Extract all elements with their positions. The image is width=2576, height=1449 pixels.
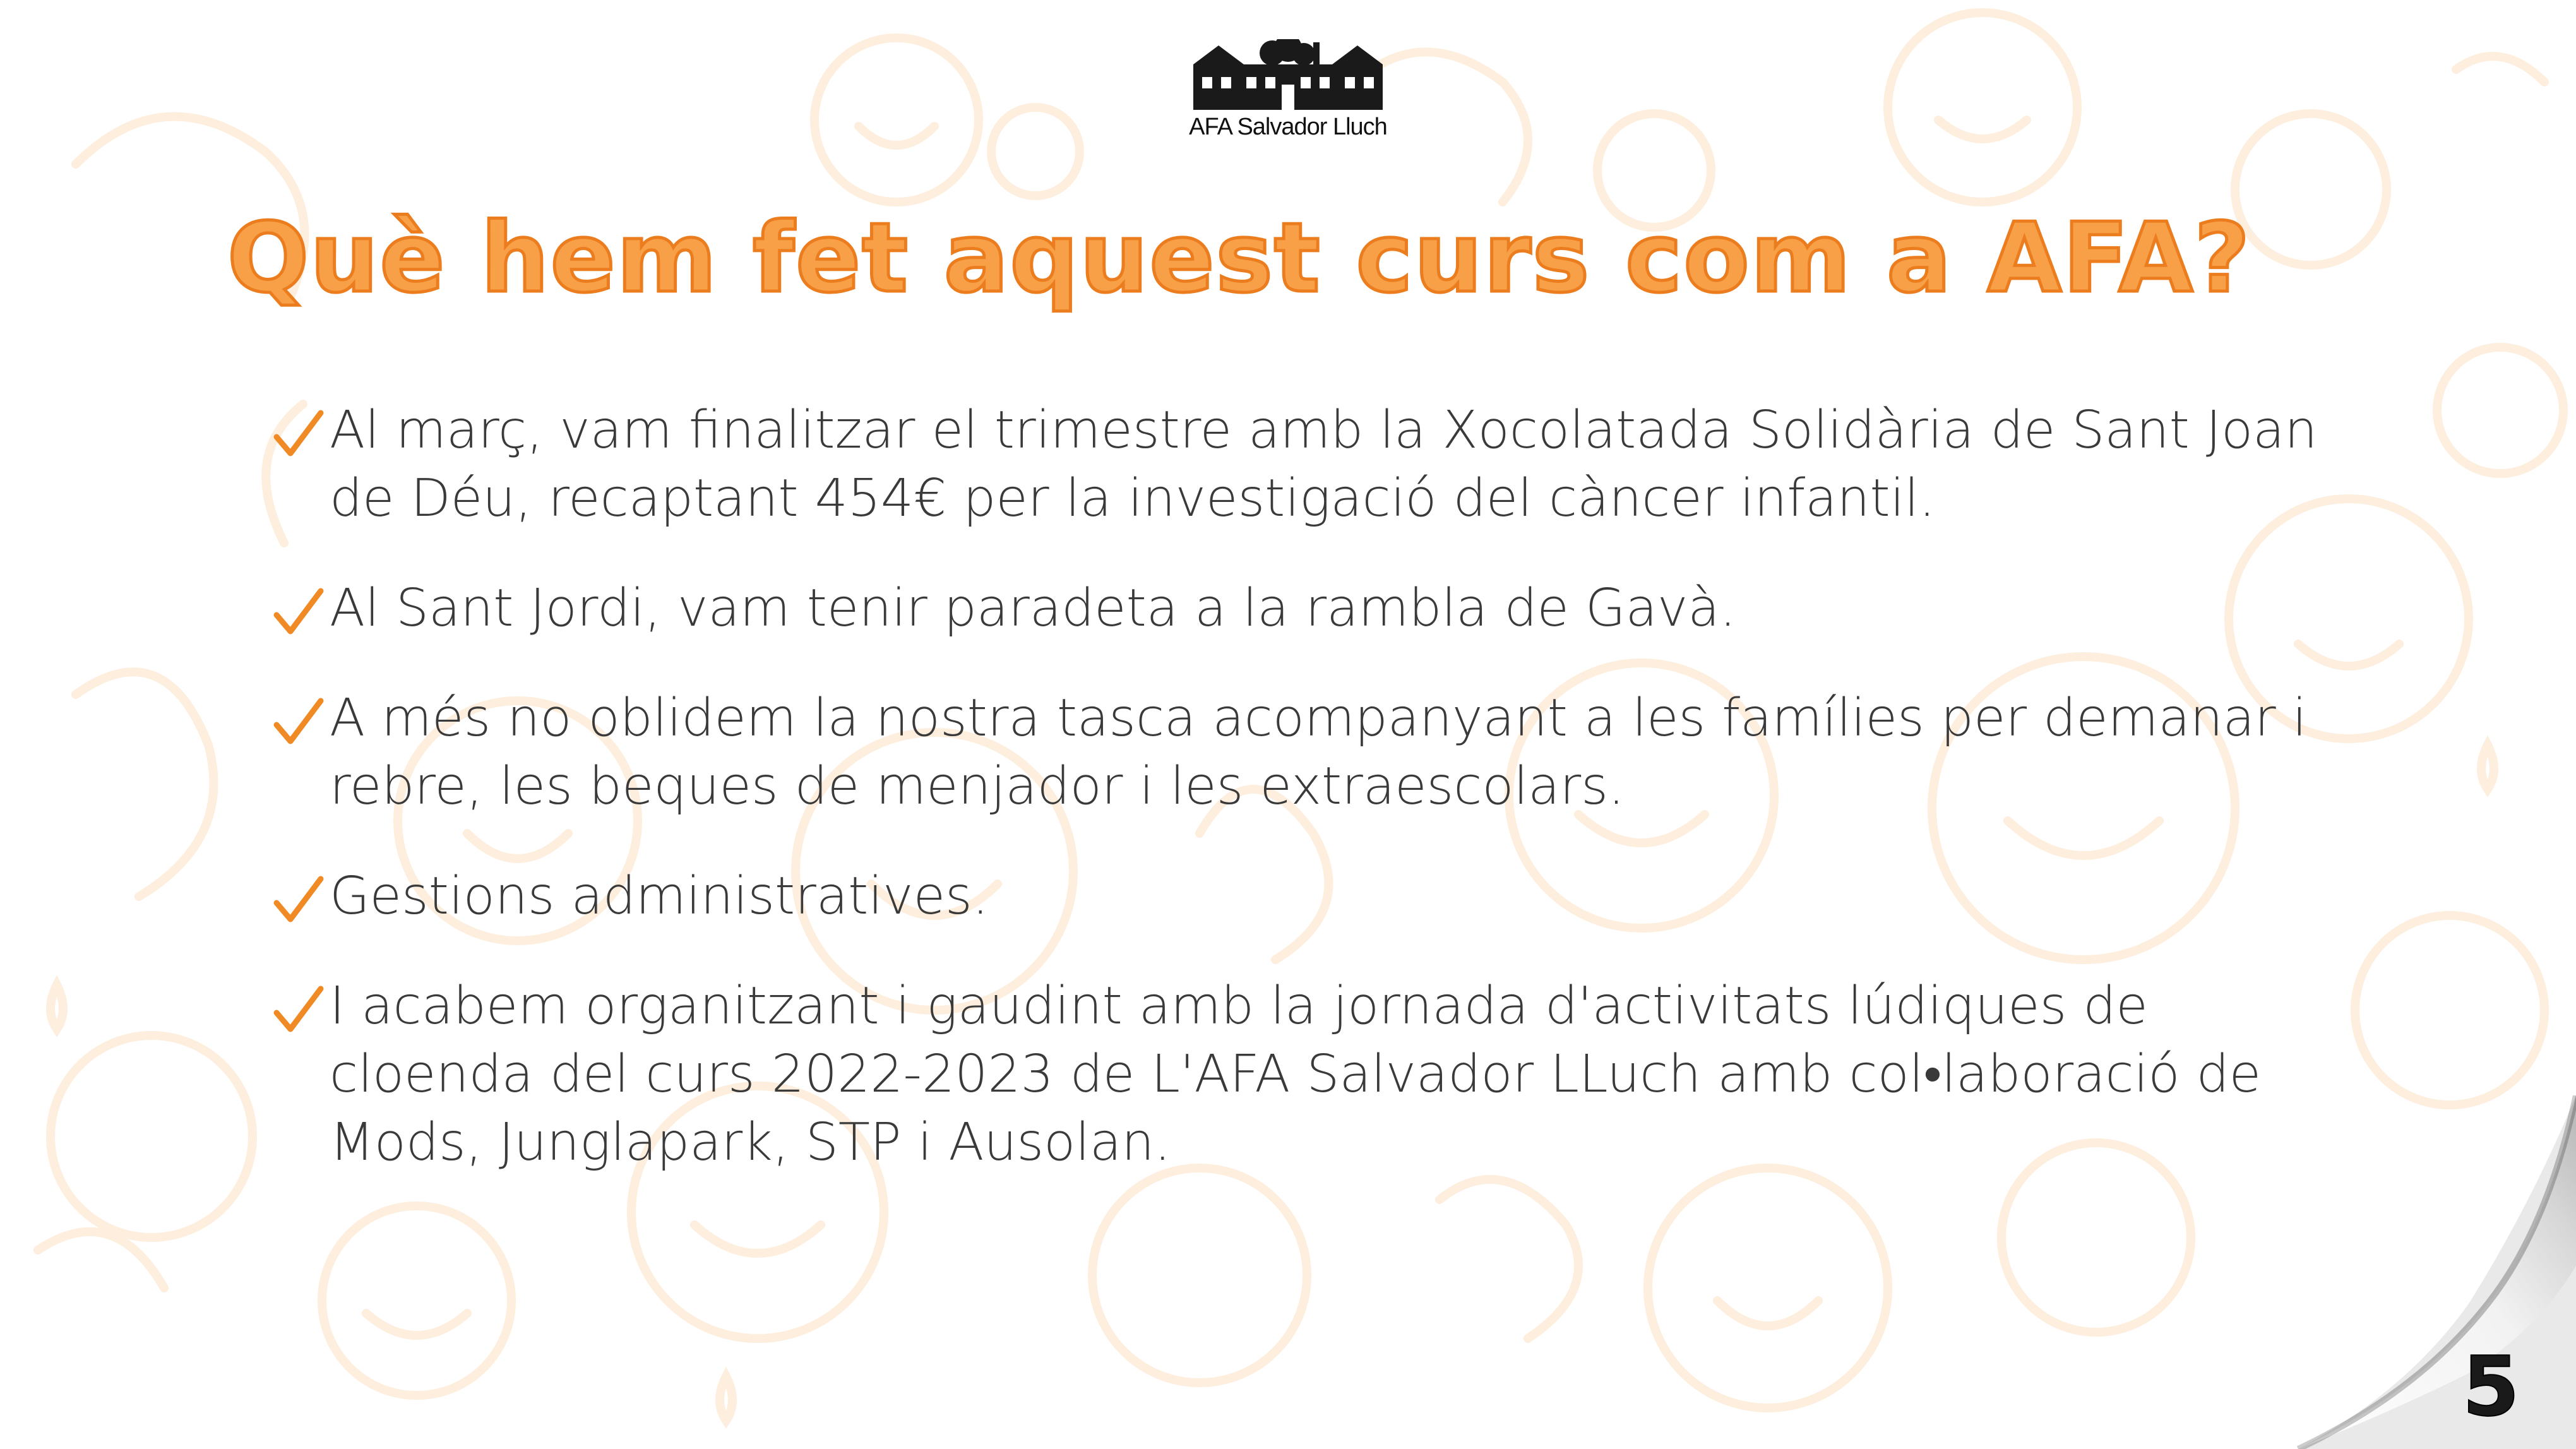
- bullet-list: [271, 397, 2418, 1219]
- bullet-item: [271, 575, 2418, 643]
- page-number: 5: [2462, 1339, 2520, 1434]
- bullet-text: [330, 972, 2418, 1177]
- bullet-line: A més no oblidem la nostra tasca acompanyant a les famílies per demanar i: [330, 688, 2307, 748]
- bullet-item: [271, 862, 2418, 931]
- bullet-line: Al març, vam finalitzar el trimestre amb la Xocolatada Solidària de Sant Joan: [330, 400, 2318, 460]
- bullet-text: [330, 575, 2418, 643]
- bullet-item: [271, 684, 2418, 821]
- bullet-item: [271, 397, 2418, 533]
- bullet-line: de Déu, recaptant 454€ per la investigació del càncer infantil.: [330, 468, 1936, 528]
- checkmark-icon: [271, 874, 325, 927]
- school-building-icon: [1193, 39, 1383, 112]
- slide-title: Què hem fet aquest curs com a AFA?: [227, 202, 2251, 314]
- bullet-line: Mods, Junglapark, STP i Ausolan.: [330, 1112, 1171, 1172]
- bullet-text: [330, 684, 2418, 821]
- bullet-line: rebre, les beques de menjador i les extraescolars.: [330, 756, 1625, 816]
- bullet-line: cloenda del curs 2022-2023 de L'AFA Salvador LLuch amb col•laboració de: [330, 1044, 2262, 1104]
- afa-logo: [1187, 39, 1389, 153]
- checkmark-icon: [271, 408, 325, 461]
- bullet-line: Al Sant Jordi, vam tenir paradeta a la rambla de Gavà.: [330, 578, 1736, 638]
- logo-text: AFA Salvador Lluch: [1189, 114, 1387, 140]
- checkmark-icon: [271, 984, 325, 1037]
- page-curl-icon: [2260, 1095, 2576, 1449]
- bullet-text: [330, 397, 2418, 533]
- bullet-item: [271, 972, 2418, 1177]
- bullet-line: I acabem organitzant i gaudint amb la jornada d'activitats lúdiques de: [330, 976, 2148, 1036]
- bullet-text: [330, 862, 2418, 931]
- bullet-line: Gestions administratives.: [330, 866, 989, 926]
- checkmark-icon: [271, 696, 325, 749]
- checkmark-icon: [271, 586, 325, 639]
